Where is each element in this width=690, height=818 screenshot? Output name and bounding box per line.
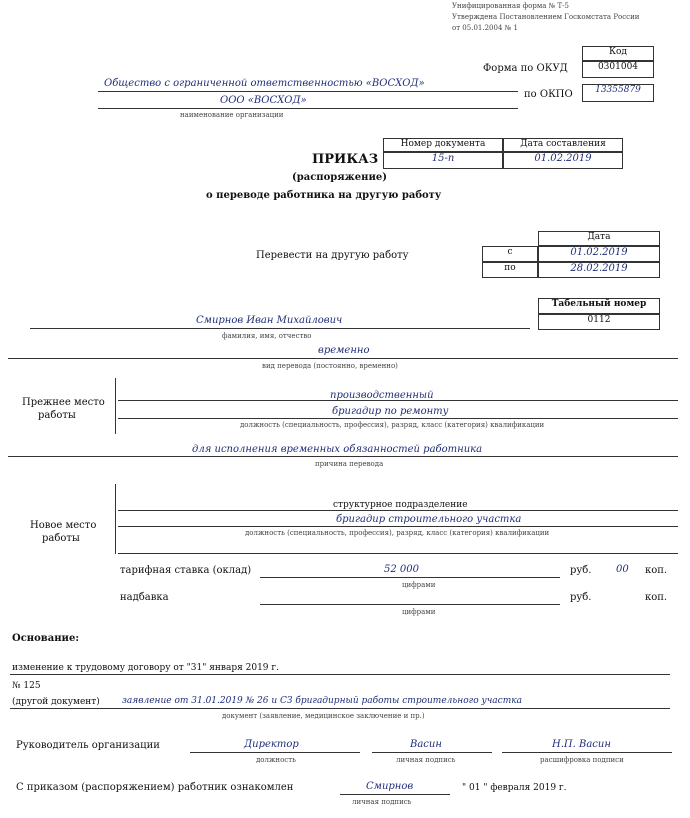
transfer-to-date: 28.02.2019 bbox=[570, 263, 628, 274]
form-note-2: Утверждена Постановлением Госкомстата России bbox=[452, 13, 640, 21]
transfer-from-cell bbox=[538, 246, 660, 262]
org-name-short: ООО «ВОСХОД» bbox=[220, 95, 307, 106]
rate-value: 52 000 bbox=[384, 564, 419, 575]
transfer-type: временно bbox=[318, 345, 370, 356]
transfer-date-header bbox=[538, 231, 660, 246]
tab-number-label: Табельный номер bbox=[551, 299, 647, 309]
transfer-to-cell bbox=[538, 262, 660, 278]
transfer-to-label: по bbox=[504, 263, 516, 273]
okud-label: Форма по ОКУД bbox=[483, 63, 568, 74]
basis-caption: документ (заявление, медицинское заключение и пр.) bbox=[222, 712, 425, 720]
new-job-caption: должность (специальность, профессия), разряд, класс (категория) квалификации bbox=[245, 529, 550, 537]
okpo-value: 13355879 bbox=[595, 85, 641, 95]
doc-number-cell bbox=[383, 152, 503, 169]
bonus-digits-caption: цифрами bbox=[402, 608, 436, 616]
form-note-1: Унифицированная форма № Т-5 bbox=[452, 2, 570, 10]
new-job-label-1: Новое место bbox=[30, 520, 97, 531]
okpo-label: по ОКПО bbox=[524, 89, 573, 100]
prev-job-label-2: работы bbox=[38, 410, 76, 421]
transfer-from-label-cell bbox=[482, 246, 538, 262]
transfer-reason-caption: причина перевода bbox=[315, 460, 384, 468]
code-label: Код bbox=[609, 47, 627, 57]
ack-signature-caption: личная подпись bbox=[352, 798, 412, 806]
prev-job-caption: должность (специальность, профессия), разряд, класс (категория) квалификации bbox=[240, 421, 545, 429]
ack-label: С приказом (распоряжением) работник ознакомлен bbox=[16, 782, 294, 793]
basis-line-1: изменение к трудовому договору от "31" января 2019 г. bbox=[12, 663, 279, 673]
tab-number-header bbox=[538, 298, 660, 314]
head-position: Директор bbox=[244, 739, 299, 750]
order-title: ПРИКАЗ bbox=[312, 152, 379, 167]
new-job-department: структурное подразделение bbox=[333, 500, 468, 510]
doc-date-value: 01.02.2019 bbox=[534, 153, 592, 164]
bonus-rub: руб. bbox=[570, 592, 592, 603]
ack-date: " 01 " февраля 2019 г. bbox=[462, 783, 567, 793]
okpo-box bbox=[582, 84, 654, 102]
rate-label: тарифная ставка (оклад) bbox=[120, 565, 252, 576]
basis-line-3: заявление от 31.01.2019 № 26 и СЗ бригадирный работы строительного участка bbox=[122, 696, 522, 706]
okud-box bbox=[582, 61, 654, 78]
head-position-caption: должность bbox=[256, 756, 296, 764]
rate-digits-caption: цифрами bbox=[402, 581, 436, 589]
prev-job-department: производственный bbox=[330, 390, 434, 401]
transfer-type-caption: вид перевода (постоянно, временно) bbox=[262, 362, 398, 370]
prev-job-label-1: Прежнее место bbox=[22, 397, 105, 408]
bonus-kop: коп. bbox=[645, 592, 668, 603]
doc-date-cell bbox=[503, 152, 623, 169]
rate-kop-value: 00 bbox=[616, 564, 629, 575]
transfer-date-header-label: Дата bbox=[587, 232, 611, 242]
rate-kop: коп. bbox=[645, 565, 668, 576]
basis-line-2: № 125 bbox=[12, 681, 41, 691]
bonus-label: надбавка bbox=[120, 592, 169, 603]
employee-name-caption: фамилия, имя, отчество bbox=[222, 332, 312, 340]
transfer-from-label: с bbox=[507, 247, 513, 257]
doc-date-label: Дата составления bbox=[520, 139, 606, 149]
doc-number-value: 15-п bbox=[431, 153, 455, 164]
head-label: Руководитель организации bbox=[16, 740, 160, 751]
transfer-from-date: 01.02.2019 bbox=[570, 247, 628, 258]
transfer-label: Перевести на другую работу bbox=[256, 250, 409, 261]
okud-value: 0301004 bbox=[597, 62, 639, 72]
ack-signature: Смирнов bbox=[366, 781, 414, 792]
new-job-label-2: работы bbox=[42, 533, 80, 544]
org-caption: наименование организации bbox=[180, 111, 284, 119]
head-name: Н.П. Васин bbox=[552, 739, 611, 750]
head-signature-caption: личная подпись bbox=[396, 756, 456, 764]
prev-job-position: бригадир по ремонту bbox=[332, 406, 449, 417]
employee-name: Смирнов Иван Михайлович bbox=[196, 315, 343, 326]
transfer-reason: для исполнения временных обязанностей работника bbox=[192, 444, 483, 455]
order-subtitle: (распоряжение) bbox=[292, 172, 387, 183]
rate-rub: руб. bbox=[570, 565, 592, 576]
head-decode-caption: расшифровка подписи bbox=[540, 756, 624, 764]
doc-number-header bbox=[383, 138, 503, 152]
head-signature: Васин bbox=[410, 739, 442, 750]
order-about: о переводе работника на другую работу bbox=[206, 190, 442, 201]
tab-number-cell bbox=[538, 314, 660, 330]
tab-number-value: 0112 bbox=[587, 315, 611, 325]
basis-line-3-prefix: (другой документ) bbox=[12, 697, 100, 707]
org-name-full: Общество с ограниченной ответственностью «ВОСХОД» bbox=[104, 78, 425, 89]
form-note-3: от 05.01.2004 № 1 bbox=[452, 24, 518, 32]
basis-label: Основание: bbox=[12, 633, 80, 644]
transfer-to-label-cell bbox=[482, 262, 538, 278]
code-header bbox=[582, 46, 654, 61]
doc-date-header bbox=[503, 138, 623, 152]
doc-number-label: Номер документа bbox=[400, 139, 486, 149]
new-job-position: бригадир строительного участка bbox=[336, 514, 522, 525]
